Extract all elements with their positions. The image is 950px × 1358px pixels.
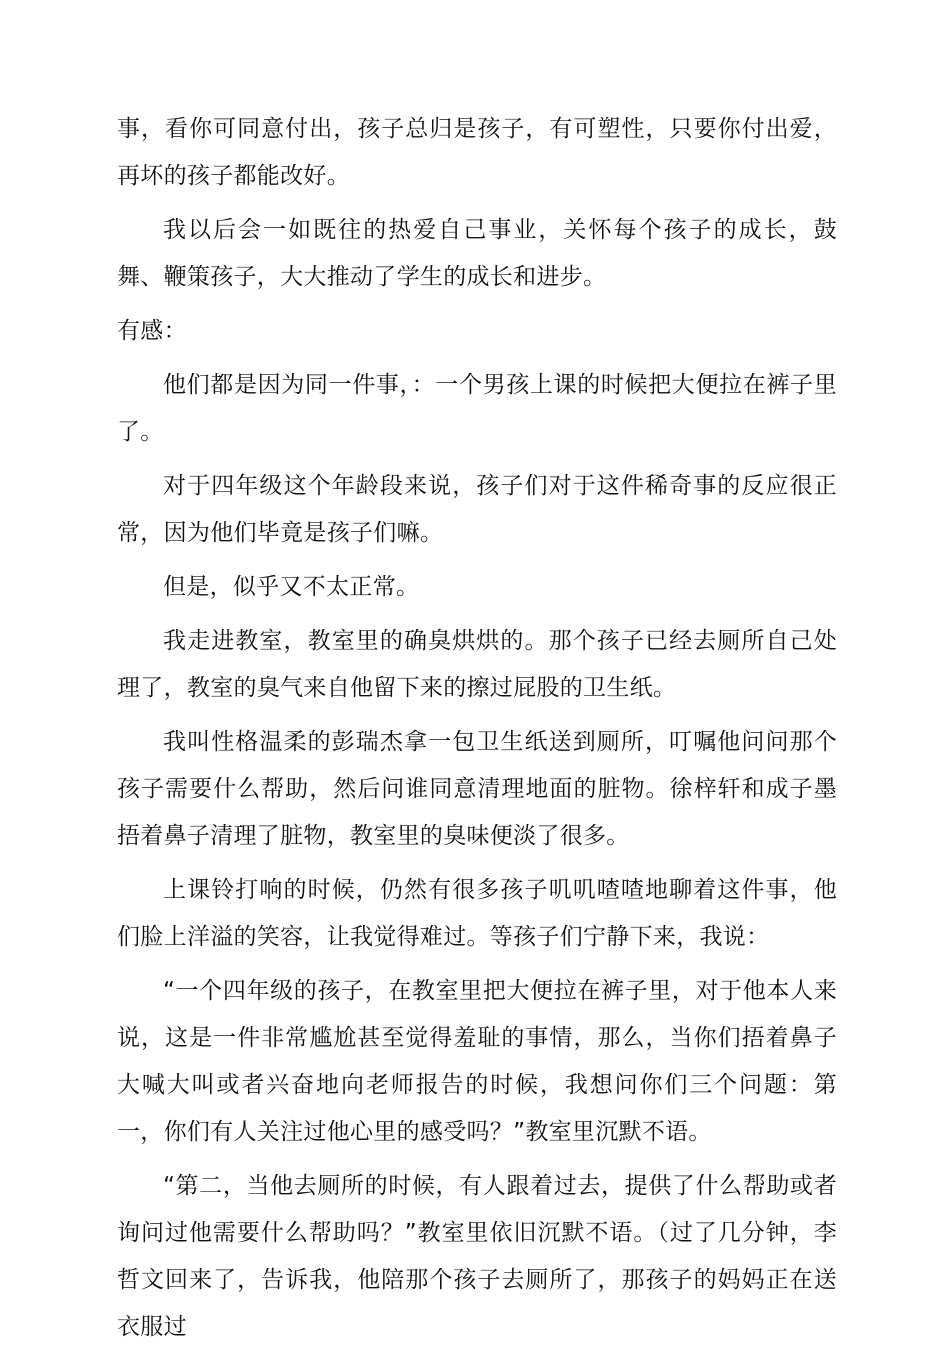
paragraph: 我走进教室，教室里的确臭烘烘的。那个孩子已经去厕所自己处理了，教室的臭气来自他留下来的擦过屁股的卫生纸。 (117, 628, 837, 701)
paragraph: 但是，似乎又不太正常。 (163, 574, 420, 600)
paragraph: “第二，当他去厕所的时候，有人跟着过去，提供了什么帮助或者询问过他需要什么帮助吗？”教室里依旧沉默不语。（过了几分钟，李哲文回来了，告诉我，他陪那个孩子去厕所了，那孩子的妈妈正在送衣服过 (117, 1173, 837, 1340)
paragraph: “一个四年级的孩子，在教室里把大便拉在裤子里，对于他本人来说，这是一件非常尴尬甚至觉得羞耻的事情，那么，当你们捂着鼻子大喊大叫或者兴奋地向老师报告的时候，我想问你们三个问题：第一，你们有人关注过他心里的感受吗？”教室里沉默不语。 (117, 978, 837, 1145)
paragraph: 他们都是因为同一件事，：一个男孩上课的时候把大便拉在裤子里了。 (117, 372, 837, 445)
paragraph: 我叫性格温柔的彭瑞杰拿一包卫生纸送到厕所，叮嘱他问问那个孩子需要什么帮助，然后问谁同意清理地面的脏物。徐梓轩和成子墨捂着鼻子清理了脏物，教室里的臭味便淡了很多。 (117, 729, 837, 849)
paragraph: 事，看你可同意付出，孩子总归是孩子，有可塑性，只要你付出爱，再坏的孩子都能改好。 (117, 116, 837, 189)
paragraph: 上课铃打响的时候，仍然有很多孩子叽叽喳喳地聊着这件事，他们脸上洋溢的笑容，让我觉得难过。等孩子们宁静下来，我说： (117, 877, 837, 950)
document-body (117, 106, 837, 1358)
paragraph: 对于四年级这个年龄段来说，孩子们对于这件稀奇事的反应很正常，因为他们毕竟是孩子们嘛。 (117, 473, 837, 546)
paragraph: 我以后会一如既往的热爱自己事业，关怀每个孩子的成长，鼓舞、鞭策孩子，大大推动了学生的成长和进步。 (117, 217, 837, 290)
section-heading: 有感： (117, 318, 187, 344)
